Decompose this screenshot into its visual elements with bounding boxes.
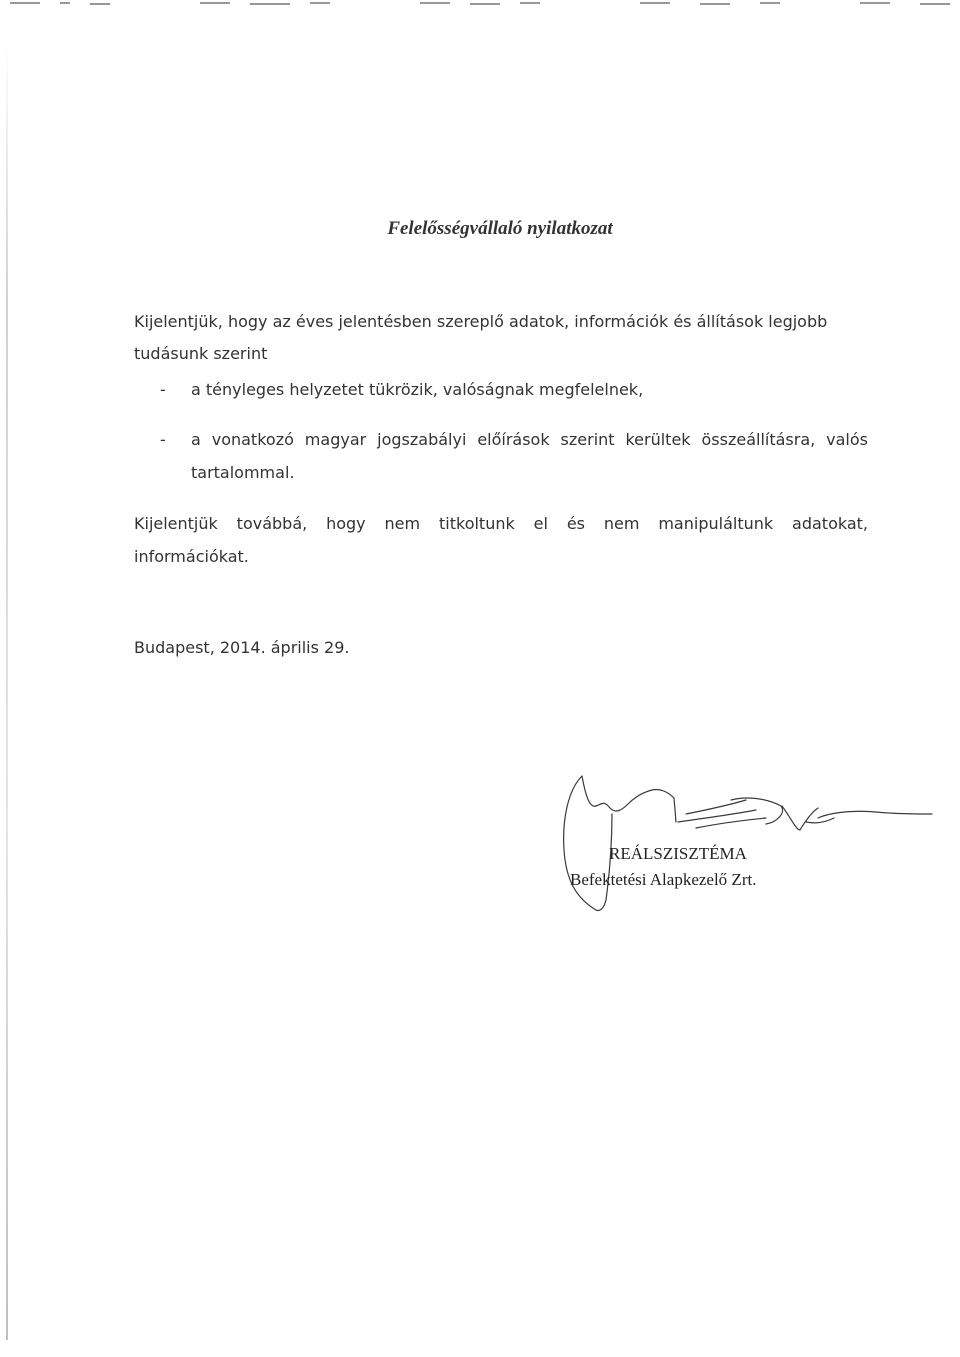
- bullet-2-text-line-1: a vonatkozó magyar jogszabályi előírások szerint kerültek összeállításra, valós: [191, 430, 868, 449]
- document-title: Felelősségvállaló nyilatkozat: [387, 218, 613, 239]
- stamp-company-name: REÁLSZISZTÉMA: [609, 844, 747, 863]
- bullet-marker: -: [160, 380, 166, 399]
- second-para-line-2: információkat.: [134, 547, 249, 566]
- intro-line-2: tudásunk szerint: [134, 344, 268, 363]
- signature-block: [556, 770, 936, 920]
- intro-line-1: Kijelentjük, hogy az éves jelentésben szereplő adatok, információk és állítások legjobb: [134, 312, 828, 331]
- bullet-2-text-line-2: tartalommal.: [191, 463, 295, 482]
- scan-edge-artifact: [0, 0, 960, 10]
- stamp-company-subtitle: Befektetési Alapkezelő Zrt.: [570, 870, 757, 889]
- bullet-marker: -: [160, 430, 166, 449]
- bullet-1-text: a tényleges helyzetet tükrözik, valóságnak megfelelnek,: [191, 380, 644, 399]
- second-para-line-1: Kijelentjük továbbá, hogy nem titkoltunk el és nem manipuláltunk adatokat,: [134, 514, 868, 533]
- place-date: Budapest, 2014. április 29.: [134, 638, 350, 657]
